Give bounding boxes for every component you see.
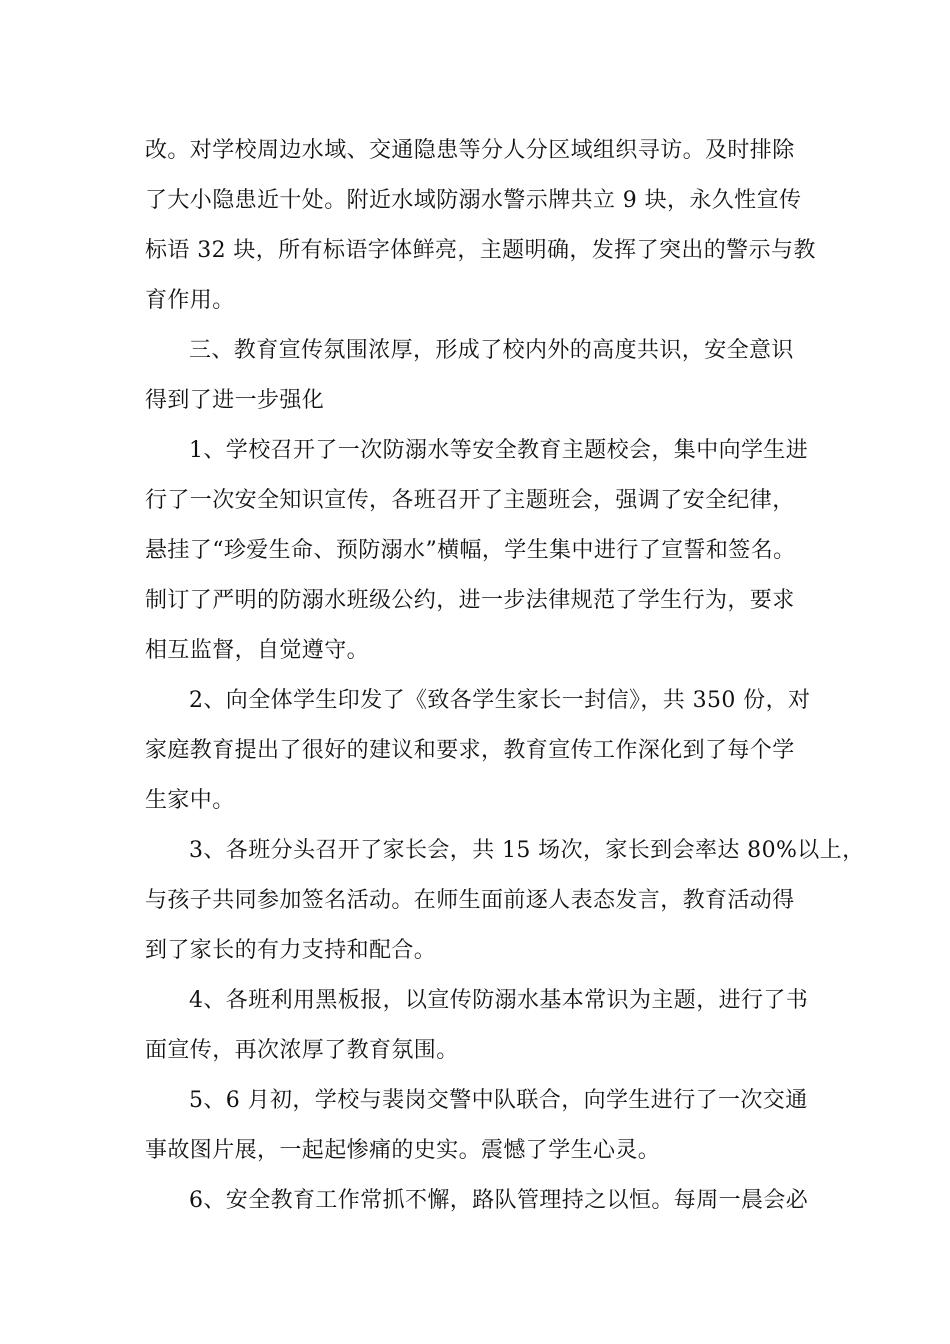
text-line: 家庭教育提出了很好的建议和要求，教育宣传工作深化到了每个学 — [145, 738, 795, 763]
text-line: 事故图片展，一起起惨痛的史实。震憾了学生心灵。 — [145, 1138, 661, 1163]
paragraph-4-start: 4、各班利用黑板报，以宣传防溺水基本常识为主题，进行了书 — [189, 988, 809, 1013]
text-line: 行了一次安全知识宣传，各班召开了主题班会，强调了安全纪律， — [145, 488, 795, 513]
paragraph-3-start: 3、各班分头召开了家长会，共 15 场次，家长到会率达 80%以上， — [189, 838, 865, 863]
section-heading: 三、教育宣传氛围浓厚，形成了校内外的高度共识，安全意识 — [189, 338, 794, 363]
text-line: 悬挂了“珍爱生命、预防溺水”横幅，学生集中进行了宣誓和签名。 — [145, 538, 796, 563]
text-line: 到了家长的有力支持和配合。 — [145, 938, 437, 963]
text-line: 面宣传，再次浓厚了教育氛围。 — [145, 1038, 459, 1063]
paragraph-2-start: 2、向全体学生印发了《致各学生家长一封信》，共 350 份，对 — [189, 688, 811, 713]
text-line: 制订了严明的防溺水班级公约，进一步法律规范了学生行为，要求 — [145, 588, 795, 613]
paragraph-5-start: 5、6 月初，学校与裴岗交警中队联合，向学生进行了一次交通 — [189, 1088, 808, 1113]
text-line: 了大小隐患近十处。附近水域防溺水警示牌共立 9 块，永久性宣传 — [145, 188, 802, 213]
paragraph-1-start: 1、学校召开了一次防溺水等安全教育主题校会，集中向学生进 — [189, 438, 809, 463]
text-line: 相互监督，自觉遵守。 — [145, 638, 370, 663]
text-line: 改。对学校周边水域、交通隐患等分人分区域组织寻访。及时排除 — [145, 138, 795, 163]
paragraph-6-start: 6、安全教育工作常抓不懈，路队管理持之以恒。每周一晨会必 — [189, 1188, 809, 1213]
text-line: 生家中。 — [145, 788, 235, 813]
section-heading-continued: 得到了进一步强化 — [145, 388, 325, 413]
text-line: 与孩子共同参加签名活动。在师生面前逐人表态发言，教育活动得 — [145, 888, 795, 913]
text-line: 育作用。 — [145, 288, 235, 313]
text-line: 标语 32 块，所有标语字体鲜亮，主题明确，发挥了突出的警示与教 — [145, 238, 816, 263]
document-body — [145, 126, 865, 1226]
